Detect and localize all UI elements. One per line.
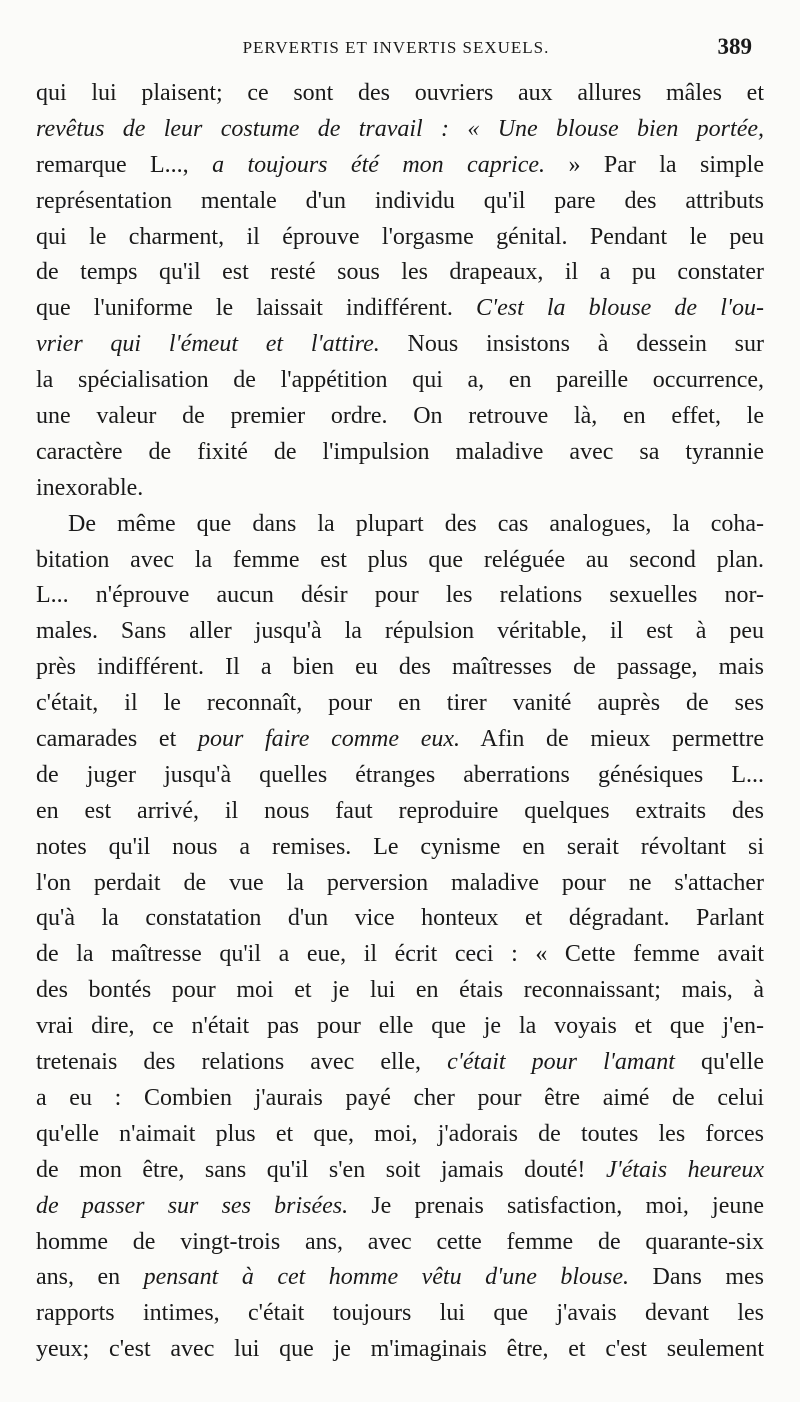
text-line	[36, 614, 764, 650]
text-line	[36, 112, 764, 148]
text-line	[36, 1153, 764, 1189]
text-line	[36, 1009, 764, 1045]
text-line	[36, 184, 764, 220]
text-segment: rapports intimes, c'était toujours lui que j'avais devant les	[36, 1300, 764, 1327]
text-line	[36, 291, 764, 327]
italic-text: C'est la blouse de l'ou-	[475, 295, 764, 322]
italic-text: de passer sur ses brisées.	[36, 1192, 349, 1219]
italic-text: pensant à cet homme vêtu d'une blouse.	[143, 1264, 630, 1291]
text-segment: que l'uniforme le laissait indifférent.	[36, 295, 476, 322]
text-segment: qu'elle	[674, 1049, 764, 1076]
text-line	[36, 1332, 764, 1368]
text-segment: remarque L...,	[36, 151, 213, 178]
text-line	[36, 578, 764, 614]
text-segment: ans, en	[36, 1264, 144, 1291]
text-line	[36, 686, 764, 722]
text-line	[36, 471, 764, 507]
italic-text: vrier qui l'émeut et l'attire.	[36, 331, 380, 358]
text-line	[36, 937, 764, 973]
text-line	[36, 543, 764, 579]
running-head	[40, 34, 752, 60]
italic-text: pour faire comme eux.	[197, 726, 461, 753]
text-segment: de juger jusqu'à quelles étranges aberrations génésiques L...	[36, 761, 764, 788]
page-number: 389	[717, 34, 752, 59]
text-segment: Afin de mieux permettre	[460, 726, 764, 753]
text-line	[36, 758, 764, 794]
text-segment: une valeur de premier ordre. On retrouve là, en effet, le	[36, 403, 764, 430]
text-line	[36, 148, 764, 184]
text-segment: la spécialisation de l'appétition qui a, en pareille occurrence,	[36, 367, 764, 394]
text-segment: de mon être, sans qu'il s'en soit jamais douté!	[36, 1156, 606, 1183]
text-segment: inexorable.	[36, 474, 144, 501]
text-segment: de temps qu'il est resté sous les drapeaux, il a pu constater	[36, 259, 764, 286]
running-title: PERVERTIS ET INVERTIS SEXUELS.	[242, 38, 550, 57]
text-segment: qui lui plaisent; ce sont des ouvriers aux allures mâles et	[36, 80, 764, 106]
text-line	[36, 830, 764, 866]
italic-text: c'était pour l'amant	[447, 1049, 675, 1076]
text-segment: en est arrivé, il nous faut reproduire quelques extraits des	[36, 797, 764, 824]
text-segment: Nous insistons à dessein sur	[379, 331, 764, 358]
text-line	[36, 399, 764, 435]
text-segment: yeux; c'est avec lui que je m'imaginais être, et c'est seulement	[36, 1336, 764, 1363]
text-line	[36, 1296, 764, 1332]
text-line	[36, 220, 764, 256]
text-line	[36, 650, 764, 686]
text-line	[36, 507, 764, 543]
text-segment: qu'à la constatation d'un vice honteux et dégradant. Parlant	[36, 905, 764, 932]
text-segment: De même que dans la plupart des cas analogues, la coha-	[68, 510, 764, 537]
text-segment: tretenais des relations avec elle,	[36, 1049, 448, 1076]
text-line	[36, 866, 764, 902]
text-line	[36, 327, 764, 363]
text-segment: Dans mes	[629, 1264, 764, 1291]
text-segment: près indifférent. Il a bien eu des maîtresses de passage, mais	[36, 654, 764, 681]
body-text	[36, 76, 764, 1368]
text-segment: homme de vingt-trois ans, avec cette femme de quarante-six	[36, 1228, 764, 1255]
text-line	[36, 363, 764, 399]
text-line	[36, 435, 764, 471]
text-segment: c'était, il le reconnaît, pour en tirer vanité auprès de ses	[36, 690, 764, 717]
text-line	[36, 1225, 764, 1261]
text-segment: qu'elle n'aimait plus et que, moi, j'adorais de toutes les forces	[36, 1120, 764, 1147]
italic-text: revêtus de leur costume de travail : « Une blouse bien portée,	[36, 115, 764, 142]
text-line	[36, 722, 764, 758]
text-segment: de la maîtresse qu'il a eue, il écrit ceci : « Cette femme avait	[36, 941, 764, 968]
text-line	[36, 1189, 764, 1225]
text-line	[36, 1045, 764, 1081]
text-segment: camarades et	[36, 726, 198, 753]
italic-text: J'étais heureux	[605, 1156, 764, 1183]
text-segment: males. Sans aller jusqu'à la répulsion véritable, il est à peu	[36, 618, 764, 645]
text-line	[36, 794, 764, 830]
text-segment: qui le charment, il éprouve l'orgasme génital. Pendant le peu	[36, 223, 764, 250]
text-segment: a eu : Combien j'aurais payé cher pour être aimé de celui	[36, 1084, 764, 1111]
text-segment: des bontés pour moi et je lui en étais reconnaissant; mais, à	[36, 977, 764, 1004]
text-line	[36, 76, 764, 112]
italic-text: a toujours été mon caprice.	[212, 151, 546, 178]
text-segment: notes qu'il nous a remises. Le cynisme en serait révoltant si	[36, 833, 764, 860]
text-segment: Je prenais satisfaction, moi, jeune	[348, 1192, 764, 1219]
text-segment: l'on perdait de vue la perversion maladive pour ne s'attacher	[36, 869, 764, 896]
text-line	[36, 901, 764, 937]
text-segment: caractère de fixité de l'impulsion maladive avec sa tyrannie	[36, 438, 764, 465]
text-line	[36, 255, 764, 291]
text-line	[36, 1260, 764, 1296]
text-segment: » Par la simple	[545, 151, 764, 178]
text-line	[36, 973, 764, 1009]
text-segment: bitation avec la femme est plus que reléguée au second plan.	[36, 546, 764, 573]
text-line	[36, 1081, 764, 1117]
text-segment: représentation mentale d'un individu qu'il pare des attributs	[36, 187, 764, 214]
text-line	[36, 1117, 764, 1153]
text-segment: L... n'éprouve aucun désir pour les relations sexuelles nor-	[36, 582, 764, 609]
text-segment: vrai dire, ce n'était pas pour elle que je la voyais et que j'en-	[36, 1013, 764, 1040]
